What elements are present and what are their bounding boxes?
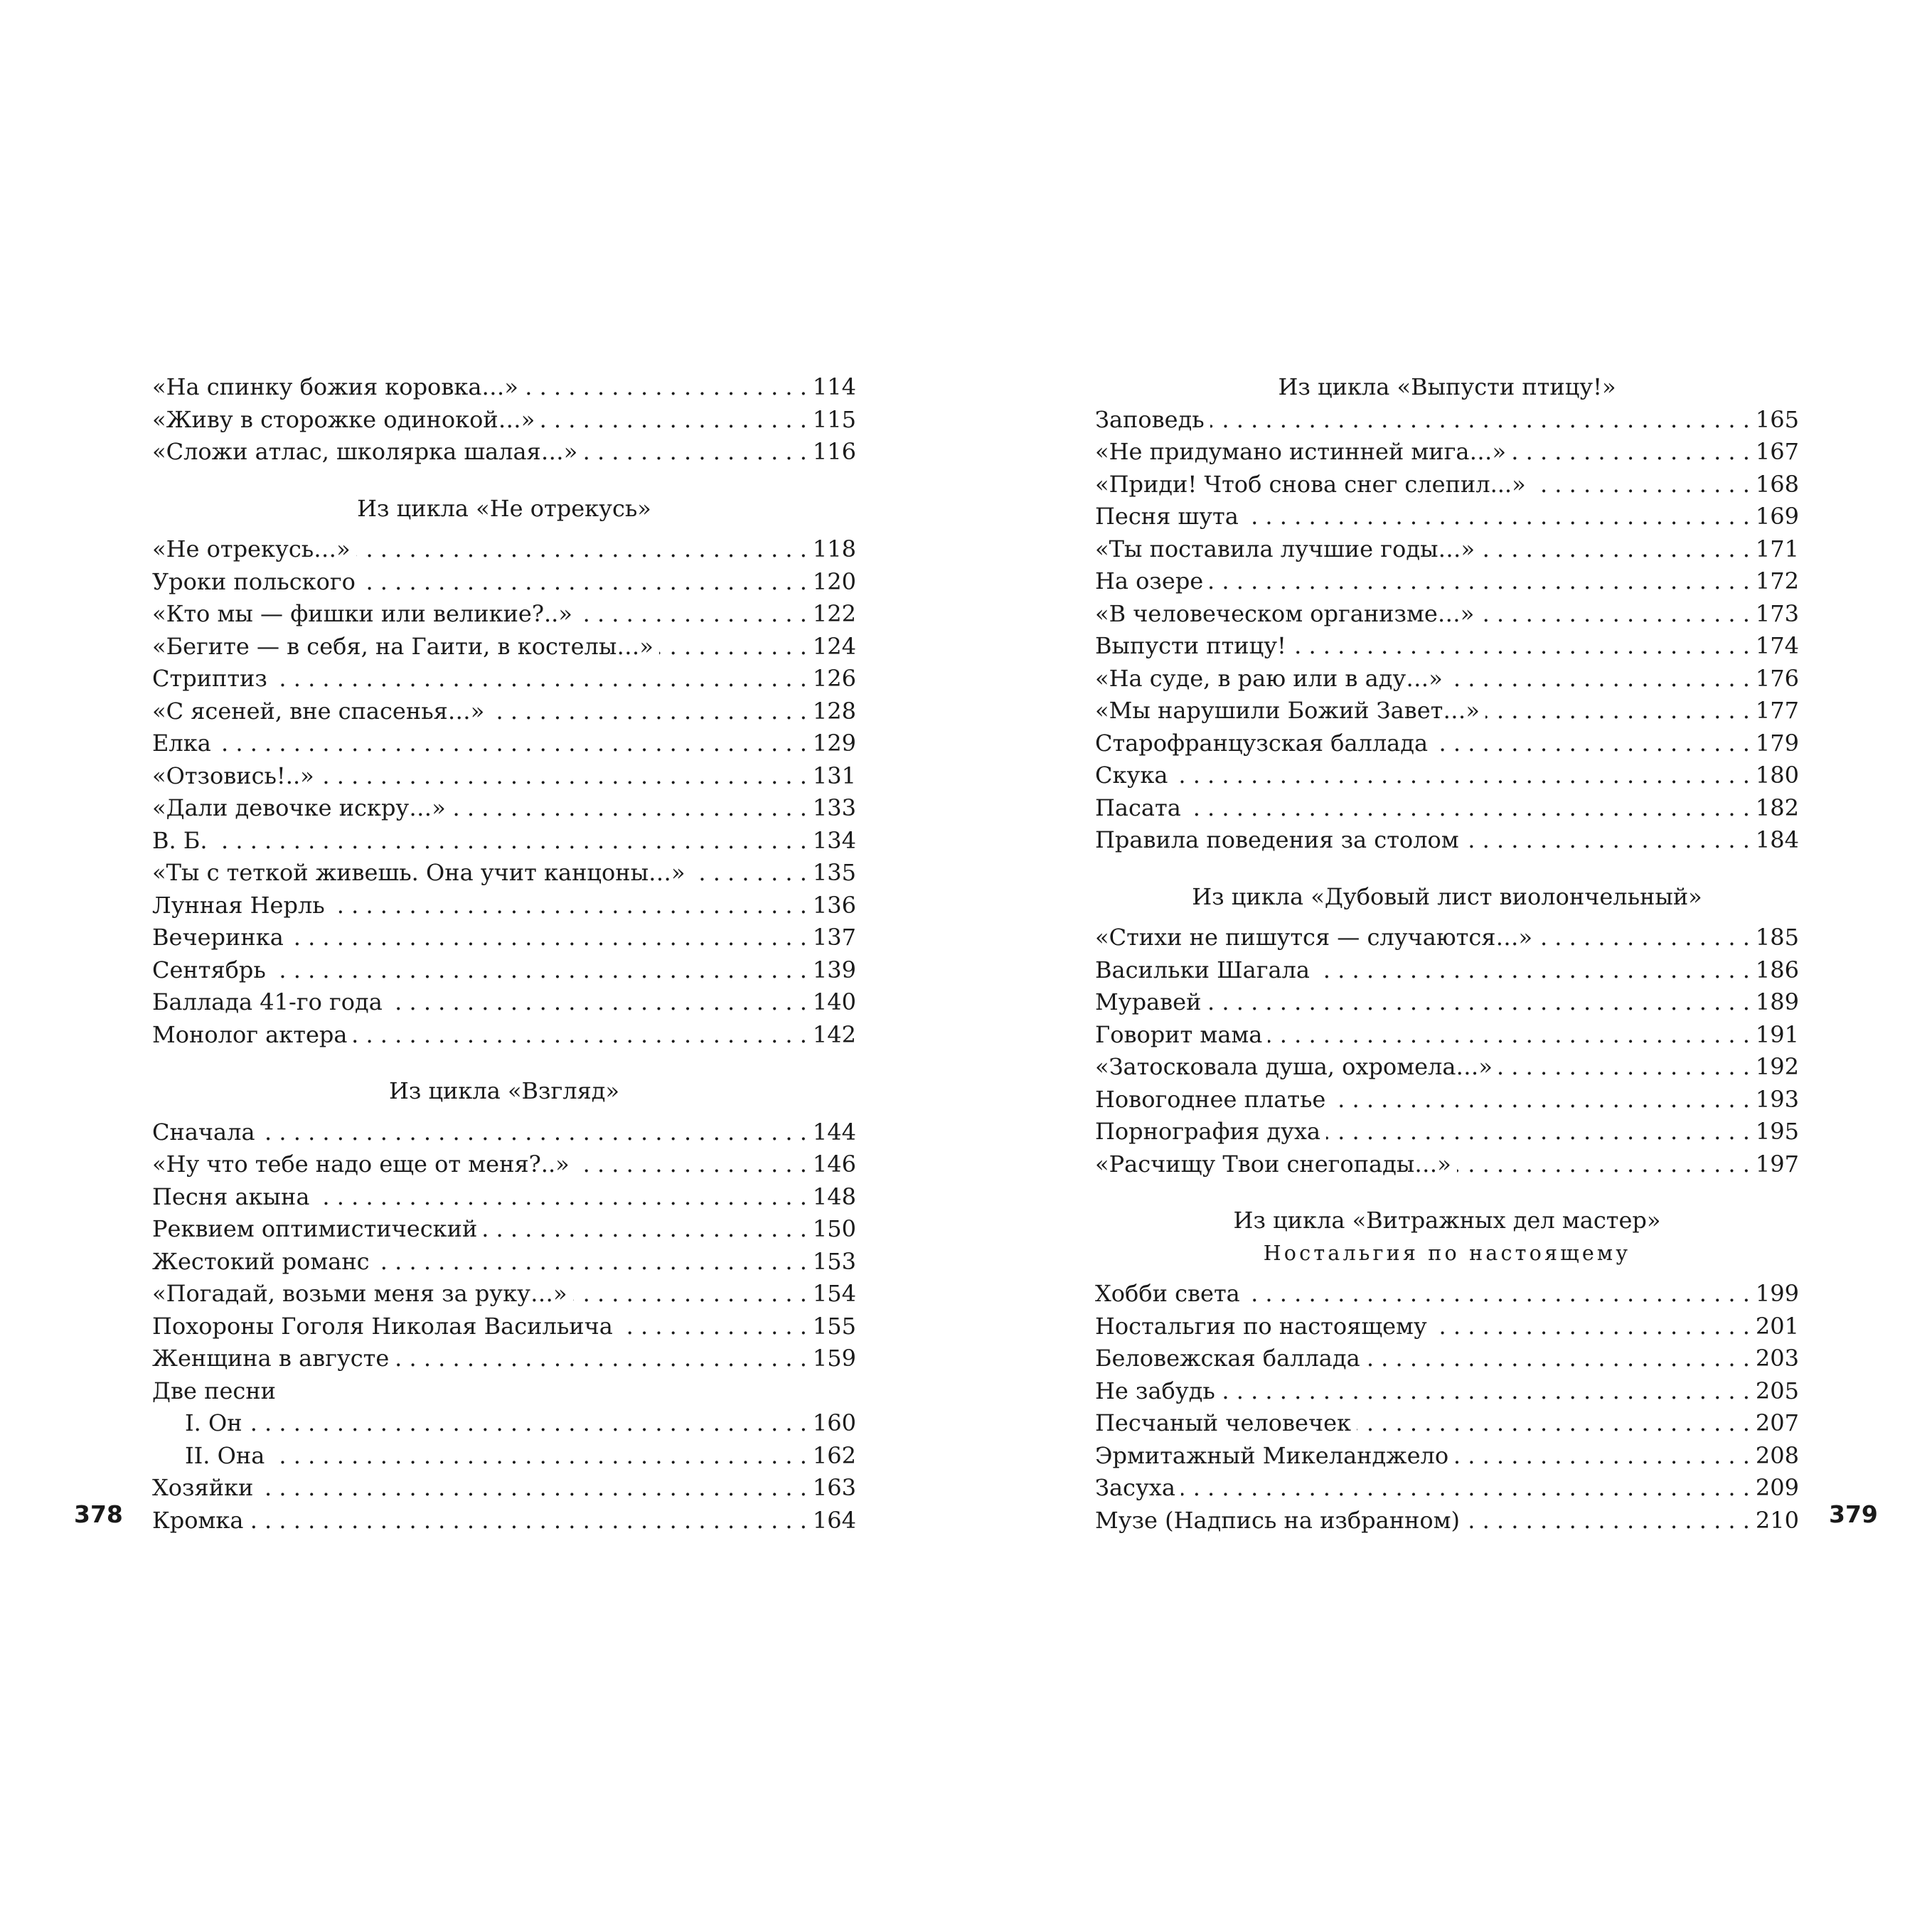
entry-page: 122: [812, 600, 856, 627]
toc-entry: [1095, 1472, 1799, 1505]
dot-leader: [1268, 1019, 1750, 1052]
entry-title: Кромка: [152, 1506, 244, 1534]
entry-title: Эрмитажный Микеланджело: [1095, 1441, 1449, 1469]
entry-page: 210: [1755, 1506, 1799, 1534]
dot-leader: [1466, 1505, 1750, 1537]
dot-leader: [213, 825, 807, 858]
toc-entry: [1095, 954, 1799, 987]
dot-leader: [659, 631, 807, 663]
toc-entry: [1095, 727, 1799, 760]
dot-leader: [575, 1148, 807, 1181]
entry-title: «Погадай, возьми меня за руку…»: [152, 1280, 567, 1307]
dot-leader: [1434, 727, 1750, 760]
entry-title: «Живу в сторожке одинокой…»: [152, 405, 535, 433]
dot-leader: [1181, 1472, 1750, 1505]
section-title: Из цикла «Дубовый лист виолончельный»: [1192, 882, 1702, 910]
entry-page: 209: [1755, 1474, 1799, 1501]
toc-entry: [152, 1116, 856, 1149]
entry-page: 129: [812, 730, 856, 757]
dot-leader: [331, 890, 807, 922]
section-entries: [1095, 404, 1799, 857]
dot-leader: [1512, 436, 1750, 469]
entry-title: На озере: [1095, 567, 1204, 594]
entry-title: Баллада 41-го года: [152, 988, 383, 1015]
entry-page: 192: [1755, 1053, 1799, 1080]
toc-entry: [1095, 436, 1799, 469]
entry-page: 208: [1755, 1441, 1799, 1469]
entry-title: «Затосковала душа, охромела…»: [1095, 1053, 1493, 1080]
toc-entry: [152, 1181, 856, 1214]
entry-page: 118: [812, 535, 856, 562]
toc-entry: [1095, 1311, 1799, 1343]
entry-title: «Ты с теткой живешь. Она учит канцоны…»: [152, 859, 685, 886]
entry-page: 186: [1755, 956, 1799, 983]
dot-leader: [691, 857, 807, 890]
entry-page: 171: [1755, 535, 1799, 562]
entry-page: 115: [812, 405, 856, 433]
entry-title: Стриптиз: [152, 665, 267, 692]
dot-leader: [578, 598, 807, 631]
dot-leader: [540, 404, 807, 437]
entry-page: 153: [812, 1247, 856, 1275]
entry-title: Реквием оптимистический: [152, 1215, 478, 1242]
entry-title: Засуха: [1095, 1474, 1175, 1501]
entry-title: «Мы нарушили Божий Завет…»: [1095, 697, 1480, 724]
entry-page: 142: [812, 1020, 856, 1048]
dot-leader: [1221, 1375, 1750, 1408]
toc-entry: [152, 1472, 856, 1505]
dot-leader: [248, 1407, 807, 1440]
toc-entry: [1095, 1440, 1799, 1473]
toc-entry: [1095, 824, 1799, 857]
entry-title: Уроки польского: [152, 567, 356, 595]
entry-page: 182: [1755, 794, 1799, 821]
section-subtitle: Ностальгия по настоящему: [1263, 1241, 1631, 1265]
toc-entry: [152, 922, 856, 954]
dot-leader: [1357, 1407, 1750, 1440]
dot-leader: [1292, 630, 1750, 663]
dot-leader: [1448, 663, 1750, 695]
dot-leader: [261, 1116, 807, 1149]
toc-entry: [152, 598, 856, 631]
entry-page: 137: [812, 924, 856, 951]
entry-title: «На спинку божия коровка…»: [152, 373, 518, 400]
dot-leader: [1173, 759, 1750, 792]
toc-entry: [152, 631, 856, 663]
toc-entry: [152, 436, 856, 469]
toc-entry: [152, 1311, 856, 1343]
entry-page: 154: [812, 1280, 856, 1307]
entry-page: 114: [812, 373, 856, 400]
entry-title: «Приди! Чтоб снова снег слепил...»: [1095, 470, 1526, 498]
toc-entry: [152, 566, 856, 599]
entry-page: 184: [1755, 826, 1799, 853]
entry-title: «Расчищу Твои снегопады…»: [1095, 1150, 1451, 1178]
entry-page: 167: [1755, 438, 1799, 465]
entry-page: 155: [812, 1312, 856, 1340]
dot-leader: [483, 1213, 807, 1246]
entry-page: 140: [812, 988, 856, 1015]
entry-title: Муравей: [1095, 988, 1202, 1015]
toc-entry: [152, 1246, 856, 1279]
dot-leader: [1454, 1440, 1750, 1473]
dot-leader: [361, 566, 807, 599]
entry-page: 197: [1755, 1150, 1799, 1178]
entry-page: 201: [1755, 1312, 1799, 1340]
toc-entry: [152, 727, 856, 760]
dot-leader: [1244, 501, 1750, 533]
entry-title: Сентябрь: [152, 956, 266, 983]
dot-leader: [1457, 1148, 1750, 1181]
toc-entry: [1095, 469, 1799, 501]
entry-page: 163: [812, 1474, 856, 1501]
toc-entry: [152, 825, 856, 858]
dot-leader: [1210, 404, 1750, 437]
entry-title: Лунная Нерль: [152, 891, 325, 919]
entry-title: «Кто мы — фишки или великие?..»: [152, 600, 572, 627]
entry-page: 168: [1755, 470, 1799, 498]
entry-title: Музе (Надпись на избранном): [1095, 1506, 1460, 1534]
dot-leader: [320, 760, 807, 793]
entry-title: Елка: [152, 730, 211, 757]
entry-page: 139: [812, 956, 856, 983]
entry-page: 193: [1755, 1085, 1799, 1113]
entry-page: 160: [812, 1409, 856, 1436]
entry-page: 162: [812, 1441, 856, 1469]
entry-page: 165: [1755, 405, 1799, 433]
section-entries: [1095, 1278, 1799, 1537]
toc-group-heading: [152, 1375, 856, 1408]
dot-leader: [619, 1311, 807, 1343]
dot-leader: [272, 954, 807, 987]
toc-entry: [1095, 986, 1799, 1019]
section-entries: [1095, 922, 1799, 1180]
dot-leader: [356, 533, 807, 566]
page-number-right: 379: [1829, 1500, 1878, 1528]
right-page: [1095, 371, 1799, 1537]
entry-page: 134: [812, 826, 856, 854]
toc-entry: [1095, 759, 1799, 792]
toc-entry: [152, 890, 856, 922]
toc-entry: [152, 1278, 856, 1311]
dot-leader: [1315, 954, 1750, 987]
dot-leader: [452, 792, 807, 825]
entry-page: 131: [812, 762, 856, 789]
entry-title: Похороны Гоголя Николая Васильича: [152, 1312, 613, 1340]
toc-entry: [1095, 501, 1799, 533]
entry-page: 136: [812, 891, 856, 919]
entry-title: Выпусти птицу!: [1095, 632, 1286, 659]
toc-entry: [152, 404, 856, 437]
toc-entry: [1095, 1407, 1799, 1440]
left-page: [152, 371, 856, 1537]
dot-leader: [1498, 1051, 1750, 1084]
section-title: Из цикла «Не отрекусь»: [357, 494, 651, 522]
dot-leader: [395, 1343, 807, 1375]
dot-leader: [353, 1019, 806, 1052]
entry-title: «Стихи не пишутся — случаются…»: [1095, 924, 1533, 951]
entry-page: 120: [812, 567, 856, 595]
toc-entry: [152, 663, 856, 695]
toc-entry: [1095, 1343, 1799, 1375]
entry-page: 185: [1755, 924, 1799, 951]
toc-entry: [152, 1505, 856, 1537]
dot-leader: [1366, 1343, 1750, 1375]
toc-entry: [1095, 1051, 1799, 1084]
entry-page: 128: [812, 697, 856, 725]
toc-entry: [152, 371, 856, 404]
toc-entry: [152, 792, 856, 825]
opening-entries: [152, 371, 856, 469]
entry-page: 189: [1755, 988, 1799, 1015]
toc-entry: [152, 760, 856, 793]
entry-title: II. Она: [185, 1441, 265, 1469]
entry-title: Хозяйки: [152, 1474, 254, 1501]
toc-entry: [152, 695, 856, 728]
dot-leader: [573, 1278, 807, 1311]
entry-title: Старофранцузская баллада: [1095, 729, 1429, 757]
toc-entry: [1095, 404, 1799, 437]
entry-page: 133: [812, 794, 856, 821]
entry-title: Песчаный человечек: [1095, 1409, 1352, 1436]
dot-leader: [1485, 695, 1750, 727]
entry-title: Женщина в августе: [152, 1345, 390, 1372]
dot-leader: [1207, 986, 1749, 1019]
entry-title: «Отзовись!..»: [152, 762, 314, 789]
toc-entry: [152, 1343, 856, 1375]
entry-title: «На суде, в раю или в аду…»: [1095, 664, 1443, 692]
toc-entry: [1095, 533, 1799, 566]
entry-title: В. Б.: [152, 826, 208, 854]
entry-page: 199: [1755, 1280, 1799, 1307]
entry-page: 144: [812, 1118, 856, 1146]
entry-title: Скука: [1095, 762, 1168, 789]
section-title: Из цикла «Витражных дел мастер»: [1233, 1207, 1661, 1234]
dot-leader: [1187, 792, 1750, 825]
entry-title: Монолог актера: [152, 1020, 348, 1048]
entry-title: «Ты поставила лучшие годы…»: [1095, 535, 1475, 562]
entry-page: 195: [1755, 1118, 1799, 1145]
entry-page: 191: [1755, 1020, 1799, 1048]
dot-leader: [315, 1181, 807, 1214]
entry-title: «Не отрекусь…»: [152, 535, 351, 562]
toc-entry: [1095, 1019, 1799, 1052]
entry-title: «С ясеней, вне спасенья…»: [152, 697, 485, 725]
dot-leader: [1326, 1116, 1750, 1148]
dot-leader: [273, 663, 807, 695]
toc-entry: [1095, 1505, 1799, 1537]
entry-title: Правила поведения за столом: [1095, 826, 1459, 853]
entry-page: 173: [1755, 599, 1799, 627]
toc-entry: [1095, 598, 1799, 631]
toc-entry: [152, 1213, 856, 1246]
entry-page: 164: [812, 1506, 856, 1534]
toc-entry: [152, 1440, 856, 1473]
entry-page: 146: [812, 1151, 856, 1178]
entry-title: Хобби света: [1095, 1280, 1240, 1307]
toc-entry: [152, 986, 856, 1019]
entry-page: 135: [812, 859, 856, 886]
entry-title: I. Он: [185, 1409, 242, 1436]
toc-entry: [1095, 663, 1799, 695]
entry-title: Песня шута: [1095, 503, 1239, 530]
entry-page: 179: [1755, 729, 1799, 757]
toc-entry: [1095, 630, 1799, 663]
toc-entry: [152, 1148, 856, 1181]
toc-entry: [1095, 1278, 1799, 1311]
entry-page: 169: [1755, 503, 1799, 530]
entry-page: 148: [812, 1183, 856, 1210]
toc-entry: [1095, 1084, 1799, 1116]
entry-title: «Дали девочке искру…»: [152, 794, 446, 821]
dot-leader: [1538, 922, 1750, 954]
toc-entry: [1095, 922, 1799, 954]
dot-leader: [270, 1440, 807, 1473]
entry-page: 124: [812, 632, 856, 660]
toc-entry: [1095, 695, 1799, 727]
entry-title: Ностальгия по настоящему: [1095, 1312, 1427, 1340]
dot-leader: [490, 695, 807, 728]
entry-page: 203: [1755, 1345, 1799, 1372]
toc-entry: [152, 857, 856, 890]
dot-leader: [1480, 598, 1750, 631]
entry-title: Жестокий романс: [152, 1247, 370, 1275]
dot-leader: [289, 922, 807, 954]
entry-page: 205: [1755, 1377, 1799, 1404]
dot-leader: [388, 986, 807, 1019]
toc-entry: [1095, 1116, 1799, 1148]
entry-title: Говорит мама: [1095, 1020, 1263, 1048]
entry-title: Пасата: [1095, 794, 1181, 821]
dot-leader: [1433, 1311, 1750, 1343]
page-number-left: 378: [74, 1500, 123, 1528]
dot-leader: [375, 1246, 807, 1279]
toc-entry: [1095, 1375, 1799, 1408]
section-entries: [152, 1116, 856, 1537]
toc-entry: [152, 954, 856, 987]
entry-title: «Ну что тебе надо еще от меня?..»: [152, 1151, 570, 1178]
entry-page: 174: [1755, 632, 1799, 659]
dot-leader: [1246, 1278, 1750, 1311]
entry-title: Заповедь: [1095, 405, 1205, 433]
dot-leader: [1480, 533, 1750, 566]
entry-title: Сначала: [152, 1118, 255, 1146]
dot-leader: [1465, 824, 1750, 857]
toc-entry: [1095, 1148, 1799, 1181]
entry-page: 150: [812, 1215, 856, 1242]
entry-title: «В человеческом организме…»: [1095, 599, 1475, 627]
entry-page: 180: [1755, 762, 1799, 789]
entry-page: 126: [812, 665, 856, 692]
entry-page: 176: [1755, 664, 1799, 692]
toc-entry: [152, 1019, 856, 1052]
entry-title: Песня акына: [152, 1183, 310, 1210]
entry-title: Беловежская баллада: [1095, 1345, 1360, 1372]
entry-title: Новогоднее платье: [1095, 1085, 1326, 1113]
entry-page: 177: [1755, 697, 1799, 724]
entry-title: Вечеринка: [152, 924, 284, 951]
dot-leader: [1331, 1084, 1750, 1116]
dot-leader: [524, 371, 807, 404]
dot-leader: [249, 1505, 806, 1537]
entry-title: Порнография духа: [1095, 1118, 1320, 1145]
dot-leader: [217, 727, 807, 760]
dot-leader: [1209, 565, 1750, 598]
entry-page: 116: [812, 438, 856, 465]
dot-leader: [259, 1472, 807, 1505]
toc-entry: [152, 533, 856, 566]
entry-title: Васильки Шагала: [1095, 956, 1310, 983]
dot-leader: [583, 436, 807, 469]
entry-title: «Не придумано истинней мига…»: [1095, 438, 1507, 465]
entry-page: 172: [1755, 567, 1799, 594]
toc-entry: [1095, 792, 1799, 825]
toc-entry: [1095, 565, 1799, 598]
entry-title: Не забудь: [1095, 1377, 1215, 1404]
entry-title: Две песни: [152, 1377, 276, 1404]
entry-title: «Бегите — в себя, на Гаити, в костелы…»: [152, 632, 653, 660]
toc-entry: [152, 1407, 856, 1440]
section-entries: [152, 533, 856, 1051]
entry-title: «Сложи атлас, школярка шалая…»: [152, 438, 578, 465]
section-title: Из цикла «Выпусти птицу!»: [1278, 373, 1616, 400]
entry-page: 207: [1755, 1409, 1799, 1436]
dot-leader: [1532, 469, 1750, 501]
entry-page: 159: [812, 1345, 856, 1372]
section-title: Из цикла «Взгляд»: [388, 1077, 620, 1104]
